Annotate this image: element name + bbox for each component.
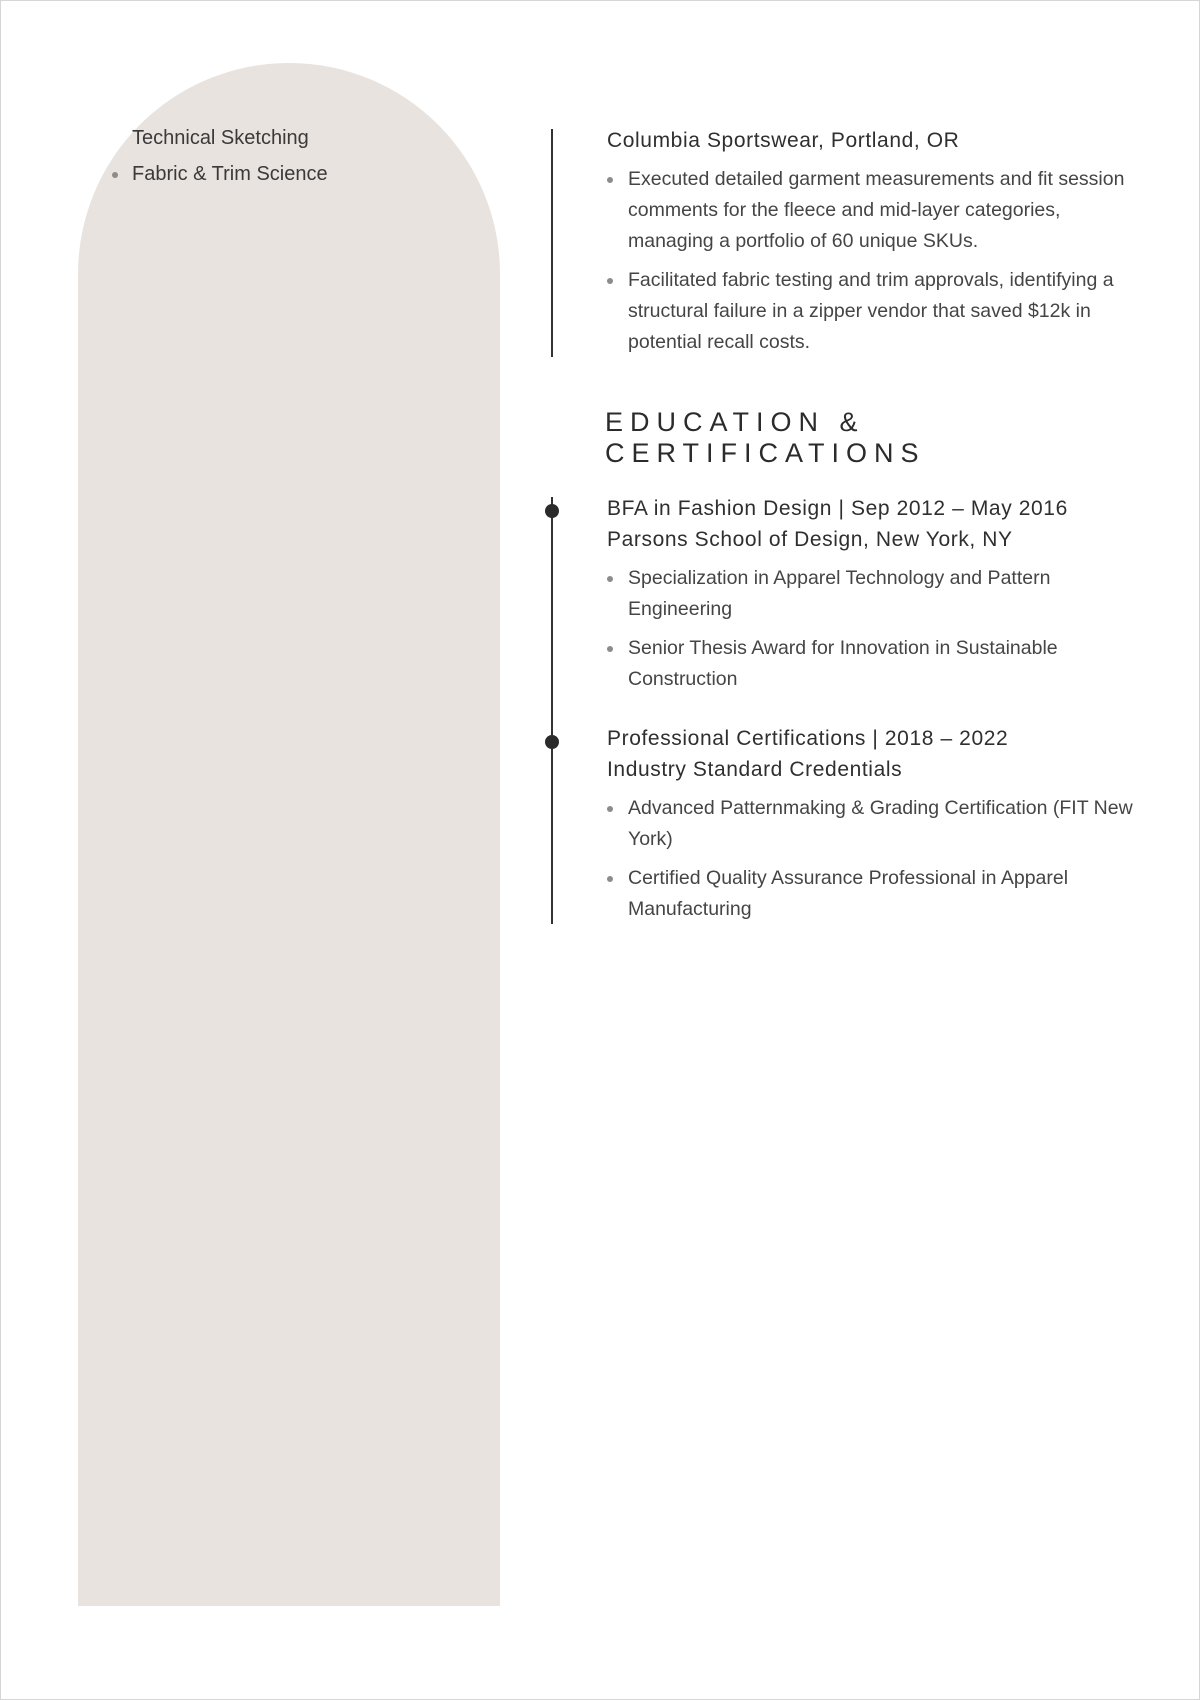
- entry-bullets: [607, 793, 1137, 925]
- experience-entry: [607, 125, 1137, 366]
- certification-entry: [607, 723, 1137, 933]
- sidebar-arch-panel: [78, 63, 500, 1606]
- timeline-line: [551, 129, 553, 357]
- entry-bullets: [607, 563, 1137, 695]
- entry-title: Professional Certifications | 2018 – 2022: [607, 727, 1009, 750]
- list-item: Certified Quality Assurance Professional in Apparel Manufacturing: [607, 863, 1137, 925]
- timeline-line: [551, 497, 553, 924]
- skill-item: Technical Sketching: [132, 127, 309, 149]
- list-item: Advanced Patternmaking & Grading Certification (FIT New York): [607, 793, 1137, 855]
- experience-bullets: [607, 164, 1137, 358]
- skill-item: Fabric & Trim Science: [132, 163, 328, 185]
- entry-subtitle: Industry Standard Credentials: [607, 758, 903, 781]
- entry-title: BFA in Fashion Design | Sep 2012 – May 2016: [607, 497, 1068, 520]
- company-location: Columbia Sportswear, Portland, OR: [607, 129, 960, 152]
- timeline-dot: [545, 735, 559, 749]
- list-item: Executed detailed garment measurements and fit session comments for the fleece and mid-layer categories, managing a portfolio of 60 unique SKUs.: [607, 164, 1137, 257]
- skills-list: [132, 126, 328, 198]
- timeline-dot: [545, 504, 559, 518]
- list-item: Specialization in Apparel Technology and Pattern Engineering: [607, 563, 1137, 625]
- section-heading: EDUCATION & CERTIFICATIONS: [605, 407, 926, 468]
- list-item: Facilitated fabric testing and trim approvals, identifying a structural failure in a zipper vendor that saved $12k in potential recall costs.: [607, 265, 1137, 358]
- entry-subtitle: Parsons School of Design, New York, NY: [607, 528, 1013, 551]
- list-item: Senior Thesis Award for Innovation in Sustainable Construction: [607, 633, 1137, 695]
- education-entry: [607, 493, 1137, 703]
